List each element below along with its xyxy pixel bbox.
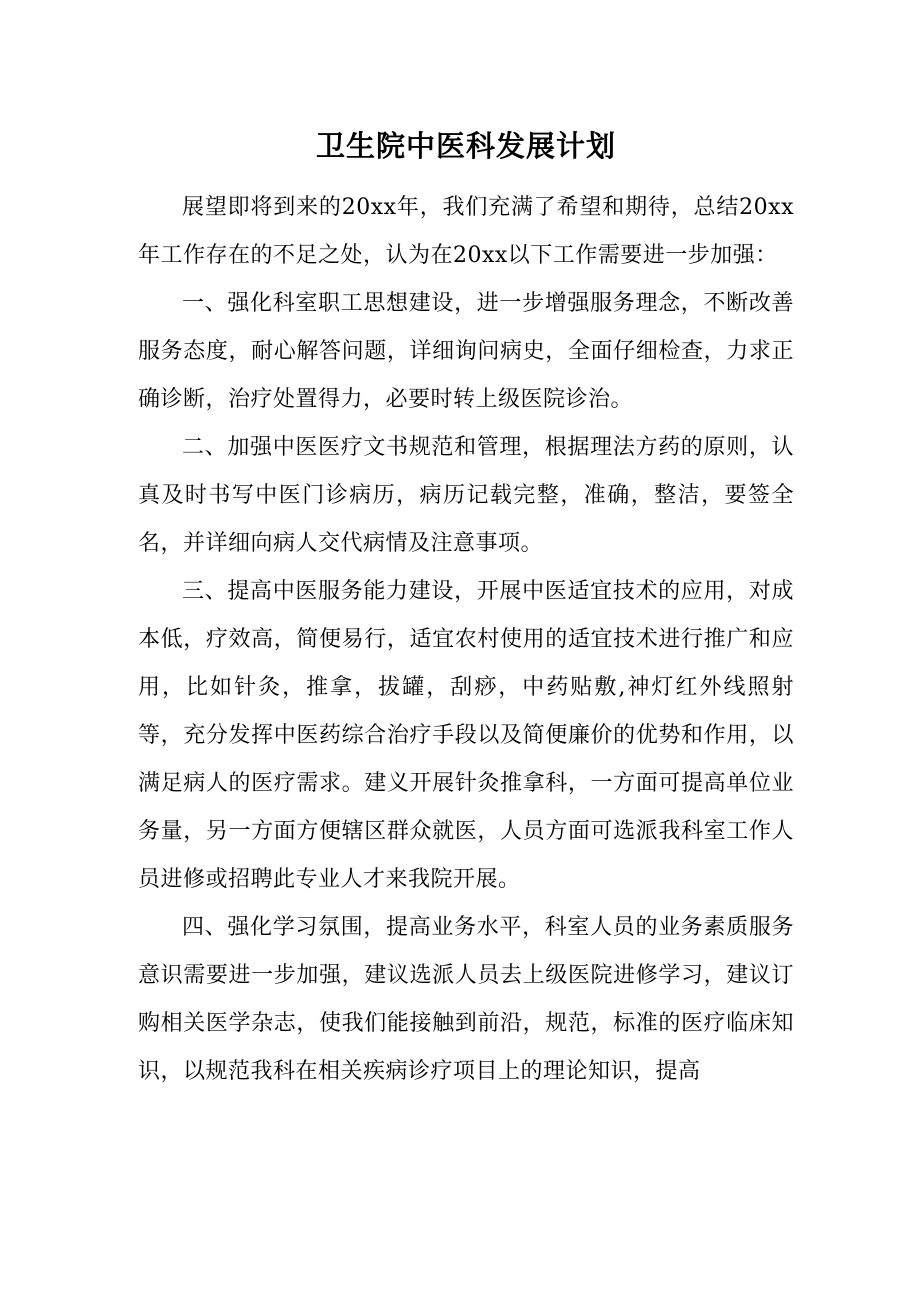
paragraph-item-1: 一、强化科室职工思想建设，进一步增强服务理念，不断改善服务态度，耐心解答问题，详细询问病史，全面仔细检查，力求正确诊断，治疗处置得力，必要时转上级医院诊治。 bbox=[138, 291, 794, 412]
paragraph-item-3: 三、提高中医服务能力建设，开展中医适宜技术的应用，对成本低，疗效高，简便易行，适宜农村使用的适宜技术进行推广和应用，比如针灸，推拿，拔罐，刮痧，中药贴敷,神灯红外线照射等，充分发挥中医药综合治疗手段以及简便廉价的优势和作用，以满足病人的医疗需求。建义开展针灸推拿科，一方面可提高单位业务量，另一方面方便辖区群众就医，人员方面可选派我科室工作人员进修或招聘此专业人才来我院开展。 bbox=[138, 579, 794, 892]
document-body bbox=[138, 118, 794, 1096]
document-title: 卫生院中医科发展计划 bbox=[315, 129, 616, 163]
paragraph-intro: 展望即将到来的20xx年，我们充满了希望和期待，总结20xx年工作存在的不足之处，认为在20xx以下工作需要进一步加强： bbox=[138, 195, 794, 268]
paragraph-item-2: 二、加强中医医疗文书规范和管理，根据理法方药的原则，认真及时书写中医门诊病历，病历记载完整，准确，整洁，要签全名，并详细向病人交代病情及注意事项。 bbox=[138, 435, 794, 556]
paragraph-item-4: 四、强化学习氛围，提高业务水平，科室人员的业务素质服务意识需要进一步加强，建议选派人员去上级医院进修学习，建议订购相关医学杂志，使我们能接触到前沿，规范，标准的医疗临床知识，以规范我科在相关疾病诊疗项目上的理论知识，提高 bbox=[138, 915, 794, 1084]
